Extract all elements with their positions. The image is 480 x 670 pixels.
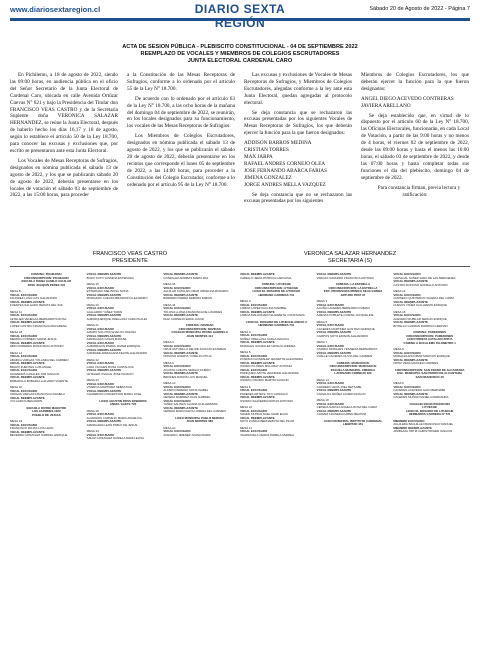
- table-number: MESA 36: [163, 282, 176, 286]
- role-label: VOCAL REEMPLAZANTE: [240, 340, 275, 344]
- location-heading: COMUNA: PICHILEMU: [30, 272, 62, 276]
- location-heading: CIRCUNSCRIPCION: PAREDONES: [406, 333, 454, 338]
- role-label: VOCAL REEMPLAZANTE: [163, 371, 198, 375]
- person-name: VIVEROS MARTINEZ SEBASTIAN: [86, 385, 133, 389]
- role-label: VOCAL REEMPLAZANTE: [86, 272, 122, 276]
- role-label: VOCAL REEMPLAZANTE: [393, 391, 428, 396]
- role-label: VOCAL EXCUSADO: [316, 381, 344, 385]
- person-name: CALDERON CONCEPCION MARIA JOSE: [86, 392, 142, 396]
- person-name: SAAVEDRA CANALES JOB IGNACIO: [10, 371, 60, 376]
- table-number: MESA 19: [86, 282, 99, 286]
- person-name: BRIONES RAMOS LUIS MANUEL: [163, 374, 208, 379]
- role-label: VOCAL EXCUSADO: [393, 384, 421, 389]
- location-heading: JUAN MONTES 114: [186, 333, 213, 338]
- person-name: CEPEDA GARCIA ANGELA ROSA DEL CARM: [316, 405, 377, 409]
- person-name: CUEVAS YAÑEZ GUILLERMO ENRIQUE: [393, 303, 447, 307]
- location-heading: COMUNA: PAREDONES: [413, 330, 447, 334]
- location-heading: LICEO MUNICIPAL INSTITUTO CARDENAL: [323, 418, 383, 423]
- table-number: MESA 10: [163, 381, 176, 385]
- role-label: VOCAL REEMPLAZANTE: [86, 419, 122, 423]
- table-number: MESA 18: [10, 330, 23, 334]
- location-heading: CIRCUNSCRIPCION: PICHILEMU: [23, 275, 69, 280]
- role-label: VOCAL REEMPLAZANTE: [316, 408, 352, 413]
- role-label: VOCAL EXCUSADO: [86, 361, 114, 365]
- person-name: ARRIAGADA LEON PABLO DE JESUS: [86, 422, 138, 427]
- newspaper-name: DIARIO SEXTA REGIÓN: [194, 2, 286, 30]
- role-label: VOCAL EXCUSADO: [10, 292, 38, 297]
- person-name: CARVAJAL NUÑEZ JAVIER IGNACIO: [316, 391, 366, 396]
- listing-column-2: [87, 273, 160, 441]
- signer-role: SECRETARIA (S): [327, 257, 373, 264]
- location-heading: LITUECHE: [422, 405, 437, 409]
- person-name: LARA VILCHES ROSA CANTALICIA: [86, 364, 134, 369]
- location-heading: LOS JAZMINES 1020: [32, 409, 61, 413]
- location-heading: CIRCUNSCRIPCION: SAN PEDRO DE ALCANTARA: [394, 367, 465, 372]
- person-name: MORGADO CUEVAS BRANDON ALEJANDRO: [86, 296, 148, 300]
- location-heading: LIBERTAD 451: [342, 422, 363, 426]
- table-number: MESA 6: [163, 360, 174, 365]
- role-label: VOCAL REEMPLAZANTE: [10, 375, 45, 379]
- role-label: VOCAL REEMPLAZANTE: [10, 395, 45, 400]
- table-number: MESA 5: [240, 350, 251, 354]
- role-label: VOCAL REEMPLAZANTE: [393, 320, 428, 324]
- title-line: REEMPLAZO DE VOCALES Y MIEMBROS DE COLEGIOS ESCRUTADORES: [140, 51, 340, 58]
- location-heading: ESCUELA MUNICIPAL AMERICA: [330, 367, 376, 372]
- location-heading: JOSE JOAQUIN PEREZ 201: [27, 282, 66, 287]
- role-label: VOCAL EXCUSADO: [86, 432, 114, 437]
- person-name: LETELIER VENEGAS BERNARDITA ROSA: [10, 316, 67, 321]
- role-label: VOCAL REEMPLAZANTE: [240, 374, 275, 379]
- person-name: LISBOA MALDONADO ELIZABETH CONSTANZA: [240, 313, 305, 317]
- role-label: VOCAL EXCUSADO: [316, 323, 344, 327]
- location-heading: HERMANO CARRERA 731: [258, 292, 295, 297]
- table-number: MESA 14: [10, 350, 23, 355]
- table-number: MESA 8: [10, 289, 21, 293]
- role-label: VOCAL REEMPLAZANTE: [316, 309, 352, 314]
- text-column-1: [10, 72, 118, 202]
- body-text: [10, 72, 470, 240]
- location-heading: HERMANO CARRERA 731: [258, 323, 295, 327]
- person-name: ZYARZUN GONZALEZ JEANETTE ALEJANDRA: [240, 357, 304, 361]
- person-name: ACEVEDO RUBILAR SERGIO ENRIQUE: [393, 316, 447, 321]
- paragraph: Los Miembros de Colegios Escrutadores, designados en nómina publicada el sábado 13 de agosto de 2022, y los que se publicarán el sábado 20 de agosto de 2022, deberán presentarse en los recintos que corresponde el lunes 05 de septiembre de 2022, a las 14:00 horas, para proceder a la Constitución del Colegio Escrutador, conforme a lo ordenado por el artículo 95 de la Ley N° 18.700.: [127, 133, 235, 188]
- role-label: VOCAL EXCUSADO: [163, 384, 191, 389]
- person-name: PAREDES ARTETE TITO GONZALO: [240, 391, 288, 396]
- person-name: AGUILAR CATALAN OMAR ORFELINA ROSARIO: [163, 289, 229, 293]
- listing-column-6: [393, 273, 466, 434]
- rejected-name: JORGE ANDRES MELLA VAZQUEZ: [244, 181, 326, 188]
- table-number: MESA 7: [316, 340, 328, 344]
- location-heading: ESCUELA DIGNA CAMILO AGUILAR: [21, 279, 72, 283]
- person-name: MERIÑO CORNEJO MARIA JESUS: [10, 337, 57, 341]
- person-name: OVALLE CACERES OLIVIA DEL CARMEN: [316, 354, 373, 358]
- location-heading: CAMINO A BUCALEMU KILOMETRO 1: [403, 340, 456, 345]
- role-label: VOCAL EXCUSADO: [393, 350, 421, 355]
- rejected-name: ADDISON BARROS MEDINA: [244, 140, 312, 147]
- person-name: ALVARADO CORNEJO MARIA ANGELICA: [86, 415, 142, 420]
- text-column-4: [361, 72, 469, 201]
- person-name: NUÑEZ ORELLANA CARLA IGNACIA: [240, 336, 289, 341]
- listing-column-5: [317, 273, 390, 427]
- person-name: CAMPOS SOTO EDISON ALEJANDRO: [316, 333, 369, 338]
- role-label: VOCAL REEMPLAZANTE: [393, 279, 428, 283]
- rejected-name: CRISTIAN TORRES: [244, 147, 289, 154]
- location-heading: HERMANOS CARRERA N° 731: [408, 412, 451, 416]
- role-label: VOCAL REEMPLAZANTE: [10, 340, 45, 345]
- person-name: ABARCA VARGAS YOLANDA DEL CARMEN: [10, 357, 69, 362]
- role-label: VOCAL REEMPLAZANTE: [240, 415, 275, 420]
- person-name: PAINIQUEO AZOTE JENNIFER ALEJANDRA: [240, 371, 299, 375]
- location-heading: COMUNA: MARCHIGÜE: [336, 360, 370, 365]
- role-label: VOCAL REEMPLAZANTE: [163, 350, 198, 355]
- person-name: BECERRA GONZALEZ GABRIEL ENRIQUE: [10, 433, 68, 437]
- table-number: MESA 3: [240, 329, 251, 334]
- table-number: MESA 16: [10, 385, 23, 389]
- role-label: VOCAL REEMPLAZANTE: [10, 299, 45, 304]
- location-heading: COLEGIO MUNICIPAL DIVINA GABRIELA: [171, 330, 228, 334]
- role-label: VOCAL EXCUSADO: [316, 302, 344, 307]
- location-heading: PUEBLO DE VIUDAS: [32, 412, 61, 417]
- location-heading: LICEO EL ROSARIO DE LITUECHE ANEXO 2: [245, 319, 307, 324]
- paragraph: Se deja establecido que, en virtud de lo dispuesto por el artículo 60 de la Ley N° 18.700, las Oficinas Electorales, funcionarán, en cada Local de Votación, a partir de las 9:00 horas y no menos de 4 horas, el viernes 02 de septiembre de 2022, desde las 09:00 horas y hasta el menos las 16:00 horas, el sábado 03 de septiembre de 2022, y desde las 07:00 horas y hasta completar todas sus funciones el día del plebiscito, domingo 04 de septiembre de 2022.: [361, 112, 469, 181]
- person-name: DIAZ CORNEJO ERICK DAVID: [163, 316, 204, 321]
- person-name: CACERES MARTINEZ GUSTAVO ENRIQUE: [316, 326, 375, 331]
- person-name: FAUNDEZ LUNA LUIS ALEJANDRO: [10, 296, 58, 300]
- role-label: VOCAL REEMPLAZANTE: [86, 313, 122, 317]
- role-label: VOCAL REEMPLAZANTE: [86, 292, 122, 297]
- role-label: VOCAL EXCUSADO: [10, 333, 38, 338]
- person-name: ACEVEDO JIMENEZ JUANA MARIA: [163, 432, 211, 437]
- table-number: MESA 12: [393, 289, 406, 293]
- role-label: VOCAL REEMPLAZANTE: [10, 320, 45, 324]
- location-heading: COLEGIO ESCRUTADOR N23: [409, 401, 450, 406]
- role-label: VOCAL EXCUSADO: [240, 367, 268, 372]
- accepted-name: ANGEL DIEGO ACEVEDO CONTRERAS: [361, 95, 454, 102]
- person-name: BRAVO FUENTES LUIS ANGEL: [10, 364, 52, 369]
- location-heading: LICEO AGUSTIN ROSS EDWARDS: [99, 398, 147, 403]
- person-name: VARGAS NAVARRO FRANCISCA ANTONIA: [316, 275, 374, 280]
- role-label: VOCAL EXCUSADO: [240, 408, 268, 413]
- signer-role: PRESIDENTE: [112, 257, 148, 264]
- person-name: CASTRO DONOSO GONZALO ANTONIO: [393, 282, 448, 287]
- rejected-name: JIMENA GONZALEZ: [244, 174, 292, 181]
- site-url: www.diariosextaregion.cl: [10, 5, 101, 14]
- rejected-name: JOSE FERNANDO ABARCA FARIAS: [244, 167, 328, 174]
- location-heading: LICEO MUNICIPAL PABLO NERUDA: [175, 415, 225, 420]
- person-name: SOTO ZUÑIGA BERNARDITA DEL PILAR: [240, 419, 295, 423]
- role-label: VOCAL EXCUSADO: [163, 343, 191, 348]
- location-heading: ESC. PROFESORA MONICA SILVA GOMEZ: [323, 289, 383, 293]
- table-number: MESA 3: [163, 340, 174, 344]
- person-name: VARGAS VARGAS FRANCISCA DANIELA: [10, 392, 65, 396]
- role-label: VOCAL REEMPLAZANTE: [86, 388, 122, 393]
- role-label: VOCAL REEMPLAZANTE: [240, 395, 275, 399]
- role-label: VOCAL EXCUSADO: [10, 354, 38, 358]
- role-label: VOCAL EXCUSADO: [393, 313, 421, 317]
- masthead: [10, 2, 470, 30]
- text-column-3: [244, 72, 352, 208]
- person-name: CACERES ACEVEDO ALDO BERNABE: [393, 388, 446, 392]
- role-label: VOCAL EXCUSADO: [163, 306, 191, 310]
- person-name: LOPEZ CASTRO FRANCISCA MACARENA: [10, 323, 67, 328]
- paragraph: Para constancia firman, previa lectura y ratificación:: [377, 184, 461, 198]
- table-number: MESA 22: [86, 357, 99, 362]
- role-label: VOCAL REEMPLAZANTE: [163, 313, 198, 317]
- person-name: OSORIO SAAVEDRA MATIAS ANTONIO: [240, 398, 293, 403]
- table-number: MESA 11: [10, 309, 22, 314]
- location-heading: ANGEL GAETE 725: [109, 402, 137, 406]
- paragraph: De acuerdo con lo ordenado por el artículo 63 de la Ley N° 18.700, a las ocho horas de la mañana del domingo 04 de septiembre de 2022, se reunirán, en los locales designados para su funcionamiento, los vocales de las Mesas Receptoras de Sufragios.: [127, 95, 235, 130]
- person-name: ALBURQUENQUE ORELLANA CARLOS ALEJ: [86, 316, 148, 321]
- role-label: VOCAL EXCUSADO: [86, 412, 114, 416]
- role-label: VOCAL REEMPLAZANTE: [393, 357, 428, 362]
- table-number: MESA 18: [316, 398, 329, 402]
- role-label: VOCAL REEMPLAZANTE: [316, 272, 352, 276]
- person-name: OSORIO OSORIO MARTIN IGNACIO: [240, 378, 289, 382]
- person-name: VIU GARCIA BENJAMIN: [10, 399, 42, 403]
- table-number: MESA 28: [86, 408, 99, 413]
- role-label: VOCAL EXCUSADO: [86, 381, 114, 386]
- person-name: AMARO SOL PINO EVELYN JOHANA: [86, 330, 137, 334]
- role-label: VOCAL EXCUSADO: [86, 306, 114, 310]
- person-name: CACERES MUÑOZ DANIELA FERNANDA: [393, 395, 449, 399]
- role-label: VOCAL REEMPLAZANTE: [163, 272, 198, 276]
- rejected-name: RAFAEL ANDRES CORNEJO OLEA: [244, 160, 326, 167]
- role-label: VOCAL EXCUSADO: [240, 388, 268, 392]
- table-number: MESA 23: [86, 378, 99, 382]
- role-label: VOCAL EXCUSADO: [163, 398, 191, 403]
- paragraph: a la Constitución de las Mesas Receptoras de Sufragios, conforme a lo ordenado por el artículo 55 de la Ley N° 18.700.: [127, 72, 235, 92]
- role-label: VOCAL REEMPLAZANTE: [86, 347, 122, 352]
- person-name: BOTELLO GUZMAN RODRIGO HERNAN: [393, 323, 448, 328]
- location-heading: ESC. MUNICIPAL SAN PEDRO DE ALCANTARA: [397, 371, 463, 375]
- table-number: MESA 6: [240, 384, 251, 389]
- person-name: BOZO SOTO YASMINA ESTEFANIA: [86, 275, 134, 280]
- paragraph: Se deja constancia que no se rechazaron las excusas presentadas por los siguientes: [244, 191, 352, 205]
- location-heading: LICEO EL ROSARIO DE LITUECHE: [405, 408, 454, 413]
- signer-name: VERONICA SALAZAR HERNANDEZ: [303, 251, 397, 257]
- role-label: VOCAL EXCUSADO: [240, 333, 268, 337]
- table-number: MESA 5: [393, 347, 404, 351]
- location-heading: SAN FRANCISCO 46: [415, 374, 444, 379]
- person-name: FUENTES SALGADO RENATA DEL SOL: [10, 303, 64, 307]
- role-label: VOCAL REEMPLAZANTE: [240, 309, 275, 314]
- section-divider: [10, 266, 470, 267]
- paragraph: Miembros de Colegios Escrutadores, los que deberán ejercer la función para la que fueron designados:: [361, 72, 469, 92]
- location-heading: CIRCUNSCRIPCION: LITUECHE: [254, 285, 299, 290]
- role-label: VOCAL REEMPLAZANTE: [240, 360, 275, 365]
- listing-column-3: [163, 273, 236, 437]
- location-heading: COMUNA: LITUECHE: [261, 282, 291, 286]
- person-name: ESTERIANO MELINOSA SOFIA: [86, 289, 129, 293]
- person-name: APABLAZA ORTIZ CHRISTOPHER IGNACIO: [393, 429, 453, 433]
- person-name: GALLARDO YAÑEZ TURIN: [86, 309, 123, 314]
- table-number: MESA 11: [240, 425, 252, 430]
- person-name: CARVAJAL NUÑEZ SARA DE LAS MERCEDES: [393, 275, 456, 280]
- role-label: VOCAL EXCUSADO: [163, 285, 191, 290]
- location-heading: COMUNA: LA ESTRELLA: [335, 282, 371, 286]
- person-name: ORTIZ VERA MARCELO ANDRES: [393, 361, 439, 365]
- person-name: BARRERO PEREZ DEBORA FABIAN: [163, 296, 212, 300]
- person-name: FRANCISCO ROJAS LUIS LEON: [10, 426, 54, 430]
- accepted-name: JAVIERA ARELLANO: [361, 102, 411, 109]
- role-label: VOCAL EXCUSADO: [86, 285, 114, 290]
- role-label: VOCAL REEMPLAZANTE: [163, 405, 198, 410]
- person-name: CHAVEZ ARANEDA KAREN BEATRIZ: [316, 412, 367, 416]
- table-number: MESA 19: [10, 419, 23, 423]
- table-number: MESA 3: [240, 299, 251, 303]
- person-name: VALENZUELA CERDA PAMELA ANDREA: [240, 432, 295, 437]
- text-column-2: [127, 72, 235, 192]
- person-name: CEPEDA MARCOLETA LORENA DEL CARMEN: [163, 409, 226, 413]
- person-name: ACUÑA CACERES BERNARDO FABIAN: [316, 306, 370, 310]
- replacement-listings: [10, 273, 470, 667]
- person-name: LISBOA LOPEZ PAULINA MARIBEL: [240, 306, 287, 310]
- role-label: VOCAL REEMPLAZANTE: [316, 350, 352, 355]
- paragraph: Los Vocales de Mesas Receptoras de Sufragios, designados en nómina publicada el sábado 13 de agosto de 2022, y los que se publicarán sábado 20 de agosto de 2022, deberán presentarse en los locales de votación el sábado 03 de septiembre de 2022, a las 15:00 horas, para proceder: [10, 157, 118, 199]
- rejected-name: MAX JARPA: [244, 153, 273, 160]
- person-name: OSORIO MORALES YESSENIA BERNARDITA: [316, 347, 378, 351]
- role-label: VOCAL EXCUSADO: [10, 313, 38, 317]
- role-label: VOCAL EXCUSADO: [240, 353, 268, 358]
- table-number: MESA 10: [240, 405, 253, 409]
- signature-secretary: [270, 251, 430, 265]
- location-heading: CIRCUNSCRIPCION: LA ESTRELLA: [328, 285, 378, 290]
- role-label: VOCAL EXCUSADO: [10, 388, 38, 393]
- person-name: CARREZO LEIVA JOEL BETSABE: [316, 384, 362, 389]
- person-name: SHAER KIUNGO NAEL NAIRI ELIAS: [240, 412, 288, 416]
- role-label: VOCAL REEMPLAZANTE: [10, 429, 45, 434]
- location-heading: LICEO MIREYA CATALAN URZUA: [406, 337, 453, 341]
- listing-column-4: [240, 273, 313, 437]
- table-number: MESA 44: [163, 302, 176, 307]
- signature-president: [60, 251, 200, 265]
- role-label: VOCAL EXCUSADO: [86, 340, 114, 345]
- person-name: ACOSTA CUEVAS SERGIO FABIAN: [163, 367, 211, 372]
- role-label: VOCAL EXCUSADO: [240, 302, 268, 307]
- person-name: CEPEDA RAMIREZ JUAN GABRIEL: [163, 395, 211, 399]
- table-number: MESA 3: [316, 299, 328, 303]
- role-label: VOCAL REEMPLAZANTE: [393, 299, 428, 304]
- person-name: AGUILERA BACHILLE FRANCISCO MANUEL: [393, 422, 454, 426]
- location-heading: ESCUELA DIVINO MAESTRO: [26, 405, 67, 410]
- table-number: MESA 14: [316, 377, 329, 382]
- person-name: ANDRADE ARRIAGADA FELIPE ALEJANDRO: [86, 351, 148, 355]
- person-name: DONOSO HUERTA YOSELIN OTILIA: [163, 354, 212, 358]
- location-heading: CIRCUNSCRIPCION: NAVIDAD: [178, 326, 221, 331]
- paragraph: Se deja constancia que se rechazaron las excusas presentadas por los siguientes Vocales de Mesas Receptoras de Sufragios, los que deberán ejercer la función para la que fueron designados:: [244, 109, 352, 137]
- role-label: VOCAL REEMPLAZANTE: [163, 391, 198, 396]
- signer-name: FRANCISCO VEAS CASTRO: [92, 251, 168, 257]
- person-name: OSORIO FLORES MILLARAY ANTONIA: [240, 364, 293, 368]
- paragraph: Las excusas y exclusiones de Vocales de Mesas Receptoras de Sufragios, y Miembros de Colegios Escrutadores, alegadas conforme a la ley ante esta Junta Electoral, quedan agregadas al protocolo electoral.: [244, 72, 352, 106]
- table-number: MESA 5: [316, 319, 328, 324]
- table-number: MESA 21: [86, 323, 99, 327]
- person-name: CRUZ ASTUDILLO FELIPE IGNACIO ESTEBAN: [163, 347, 227, 351]
- role-label: VOCAL REEMPLAZANTE: [316, 330, 352, 334]
- table-number: MESA 34: [86, 429, 99, 433]
- table-number: MESA 6: [393, 381, 404, 385]
- location-heading: ARTURO PRAT 97: [340, 292, 366, 297]
- role-label: VOCAL EXCUSADO: [10, 422, 38, 427]
- role-label: VOCAL EXCUSADO: [316, 343, 344, 348]
- title-line: JUNTA ELECTORAL CARDENAL CARO: [187, 58, 293, 65]
- location-heading: CIRCUNSCRIPCION: MARCHIGÜE: [329, 364, 377, 368]
- role-label: VOCAL REEMPLAZANTE: [240, 272, 275, 276]
- person-name: MORALES ESCOBAR MARCOS ENRIQUE: [393, 354, 450, 358]
- title-line: ACTA DE SESION PÚBLICA - PLEBISCITO CONSTITUCIONAL - 04 DE SEPTIEMBRE 2022: [122, 44, 358, 50]
- person-name: ARENAS POBLETE CORINA JACQUELINE: [316, 313, 374, 317]
- location-heading: LAUREANO CORNEJO 220: [334, 371, 372, 375]
- person-name: TOLOSA LLOMA FRANCISCA DE LOURDES: [163, 309, 223, 314]
- role-label: VOCAL EXCUSADO: [163, 364, 191, 368]
- location-heading: COMUNA: NAVIDAD: [185, 323, 214, 327]
- dateline: Sábado 20 de Agosto de 2022 - Página 7: [369, 6, 470, 12]
- person-name: SALAZ GONZALEZ DANIELA MARIA ELISA: [86, 436, 145, 440]
- person-name: CORNEJO QUINTEROS VALERIA DEL CARM: [393, 296, 454, 300]
- person-name: ARRIAGADA CASAS MANUEL: [86, 337, 127, 341]
- location-heading: LICEO EL ROSARIO DE LITUECHE: [252, 289, 301, 293]
- person-name: LETELIER OVALLE JOSE IGNACIO: [86, 371, 134, 376]
- person-name: MIRO PAREDES FRANCISCO ANTONIO: [10, 344, 64, 348]
- role-label: VOCAL REEMPLAZANTE: [10, 361, 45, 365]
- person-name: YAÑEZ SALINAS GLORIA GUILLERMINA: [163, 402, 218, 406]
- paragraph: En Pichilemu, a 18 de agosto de 2022, siendo las 09:00 horas, en audiencia pública en el oficio del Señor Secretario de la Junta Electoral de Cardenal Caro, ubicada en calle Avenida Ortúzar Cuevas N° 621 y bajo la Presidencia del Titular don FRANCISCO VEAS CASTRO y de la Secretaria Suplente doña VERONICA SALAZAR HERNANDEZ, se reúne la Junta Electoral, después de haberlo hecho los días 16,17 y 18 de agosto, según lo establece el artículo 50 de la Ley 18.700, para conocer las excusas y exclusiones que, por escrito se presentaron ante esta Junta Electoral.: [10, 72, 118, 154]
- role-label: MIEMBRO REEMPLAZANTE: [393, 425, 432, 430]
- role-label: VOCAL EXCUSADO: [10, 368, 38, 372]
- person-name: ALFARO PEREIRA SOFIA ISABEL: [163, 388, 209, 392]
- person-name: BOBADILLA BOBADILLA ALVARO VICENTE: [10, 378, 68, 383]
- role-label: VOCAL EXCUSADO: [316, 401, 344, 406]
- table-number: MESA 20: [86, 302, 99, 307]
- table-number: MESA 10: [163, 425, 176, 430]
- role-label: VOCAL REEMPLAZANTE: [86, 333, 122, 338]
- role-label: VOCAL REEMPLAZANTE: [163, 292, 198, 297]
- person-name: MORALES GONZALEZ NATALIA ANDREA: [240, 343, 296, 348]
- role-label: VOCAL REEMPLAZANTE: [316, 388, 352, 392]
- person-name: GONZALEZ ARRIBAS MARIA PAZ: [163, 275, 209, 280]
- role-label: VOCAL EXCUSADO: [393, 292, 421, 297]
- role-label: VOCAL EXCUSADO: [240, 429, 268, 433]
- role-label: VOCAL EXCUSADO: [86, 326, 114, 331]
- role-label: VOCAL EXCUSADO: [393, 272, 421, 276]
- role-label: VOCAL EXCUSADO: [163, 429, 191, 433]
- person-name: CABELLO JERIA PATRICIA CAROLINA: [240, 275, 292, 280]
- location-heading: JUAN MONTES 083: [186, 419, 213, 423]
- notice-title: [40, 44, 440, 66]
- table-number: MESA 18: [393, 309, 406, 314]
- person-name: ALBARRACIN PARRA JAVIER ENRIQUE: [86, 344, 141, 348]
- role-label: VOCAL REEMPLAZANTE: [86, 368, 122, 372]
- role-label: MIEMBRO EXCUSADO: [393, 418, 425, 423]
- listing-column-1: [10, 273, 83, 438]
